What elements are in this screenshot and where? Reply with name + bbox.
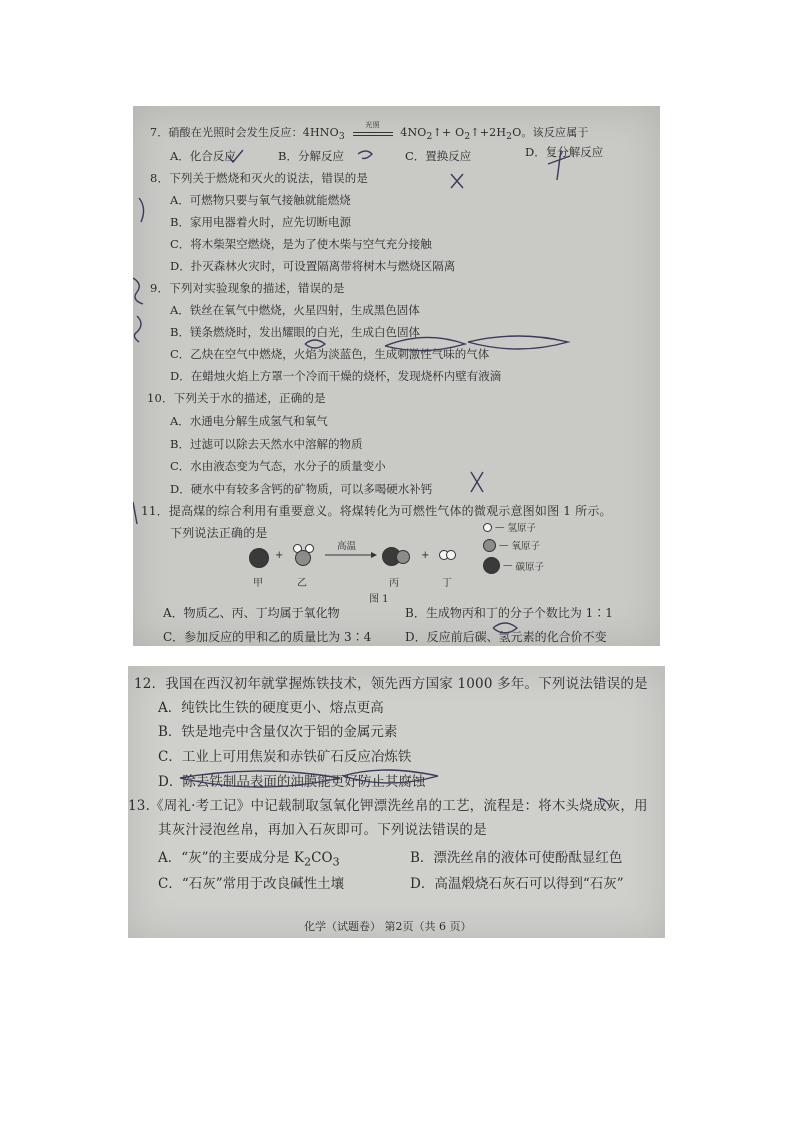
- plus-sign-2: +: [421, 550, 430, 561]
- question-12-option-a: A．纯铁比生铁的硬度更小、熔点更高: [158, 700, 384, 716]
- question-13-stem-2: 其灰汁浸泡丝帛，再加入石灰即可。下列说法错误的是: [158, 822, 487, 838]
- question-11-stem: 11．提高煤的综合利用有重要意义。将煤转化为可燃性气体的微观示意图如图 1 所示。: [141, 504, 612, 518]
- question-12-option-d: D．除去铁制品表面的油膜能更好防止其腐蚀: [158, 774, 426, 790]
- handwritten-marks-2: [128, 666, 665, 938]
- question-10-option-a: A．水通电分解生成氢气和氧气: [170, 414, 328, 428]
- question-11-option-b: B．生成物丙和丁的分子个数比为 1∶1: [405, 606, 613, 620]
- question-11-option-d: D．反应前后碳、氢元素的化合价不变: [405, 630, 607, 644]
- arrow-condition: 高温: [337, 541, 357, 552]
- question-11-stem-2: 下列说法正确的是: [170, 526, 268, 540]
- question-7-option-d: D．复分解反应: [525, 145, 604, 159]
- question-7-option-b: B．分解反应: [278, 149, 344, 163]
- question-12-option-c: C．工业上可用焦炭和赤铁矿石反应冶炼铁: [158, 749, 412, 765]
- question-13-option-c: C．“石灰”常用于改良碱性土壤: [158, 876, 345, 892]
- question-13-stem: 13.《周礼·考工记》中记载制取氢氧化钾漂洗丝帛的工艺，流程是：将木头烧成灰，用: [128, 798, 648, 814]
- question-10-stem: 10．下列关于水的描述，正确的是: [147, 391, 326, 405]
- question-7-option-c: C．置换反应: [405, 149, 472, 163]
- label-jia: 甲: [253, 578, 263, 589]
- label-ding: 丁: [442, 578, 452, 589]
- question-8-option-d: D．扑灭森林火灾时，可设置隔离带将树木与燃烧区隔离: [170, 259, 456, 273]
- question-13-option-b: B．漂洗丝帛的液体可使酚酞显红色: [410, 850, 623, 866]
- question-13-option-a: A．“灰”的主要成分是 $K_2CO_3$: [158, 850, 340, 869]
- question-12-option-b: B．铁是地壳中含量仅次于铝的金属元素: [158, 724, 398, 740]
- exam-photo-top: [133, 106, 660, 646]
- question-9-option-d: D．在蜡烛火焰上方罩一个冷而干燥的烧杯，发现烧杯内壁有液滴: [170, 369, 502, 383]
- question-9-stem: 9．下列对实验现象的描述，错误的是: [150, 281, 345, 295]
- legend-carbon: — 碳原子: [483, 557, 544, 574]
- handwritten-marks: [133, 106, 660, 646]
- question-10-option-c: C．水由液态变为气态，水分子的质量变小: [170, 459, 386, 473]
- reaction-arrow: 光照: [353, 126, 393, 140]
- question-7-option-a: A．化合反应: [170, 149, 236, 163]
- legend-oxygen: — 氧原子: [483, 538, 540, 552]
- question-10-option-b: B．过滤可以除去天然水中溶解的物质: [170, 437, 363, 451]
- question-9-option-b: B．镁条燃烧时，发出耀眼的白光，生成白色固体: [170, 325, 420, 339]
- figure-caption: 图 1: [369, 594, 389, 605]
- exam-photo-bottom: [128, 666, 665, 938]
- question-11-option-a: A．物质乙、丙、丁均属于氧化物: [163, 606, 340, 620]
- question-10-option-d: D．硬水中有较多含钙的矿物质，可以多喝硬水补钙: [170, 482, 433, 496]
- legend-hydrogen: — 氢原子: [483, 520, 536, 534]
- question-9-option-c: C．乙炔在空气中燃烧，火焰为淡蓝色，生成刺激性气味的气体: [170, 347, 490, 361]
- label-yi: 乙: [297, 578, 307, 589]
- question-8-option-c: C．将木柴架空燃烧，是为了使木柴与空气充分接触: [170, 237, 432, 251]
- question-12-stem: 12．我国在西汉初年就掌握炼铁技术，领先西方国家 1000 多年。下列说法错误的是: [134, 676, 648, 692]
- page-footer: 化学（试题卷） 第2页（共 6 页）: [304, 920, 472, 933]
- plus-sign-1: +: [275, 550, 284, 561]
- question-9-option-a: A．铁丝在氧气中燃烧，火星四射，生成黑色固体: [170, 303, 420, 317]
- label-bing: 丙: [389, 578, 399, 589]
- question-13-option-d: D．高温煅烧石灰石可以得到“石灰”: [410, 876, 624, 892]
- question-8-option-a: A．可燃物只要与氧气接触就能燃烧: [170, 193, 351, 207]
- question-11-option-c: C．参加反应的甲和乙的质量比为 3∶4: [163, 630, 372, 644]
- question-7-stem: 7．硝酸在光照时会发生反应：$4HNO_3$ 光照 $4NO_2↑+$ $O_2↑+2H_2O$。该反应属于: [150, 121, 589, 143]
- question-8-option-b: B．家用电器着火时，应先切断电源: [170, 215, 351, 229]
- question-8-stem: 8．下列关于燃烧和灭火的说法，错误的是: [150, 171, 369, 185]
